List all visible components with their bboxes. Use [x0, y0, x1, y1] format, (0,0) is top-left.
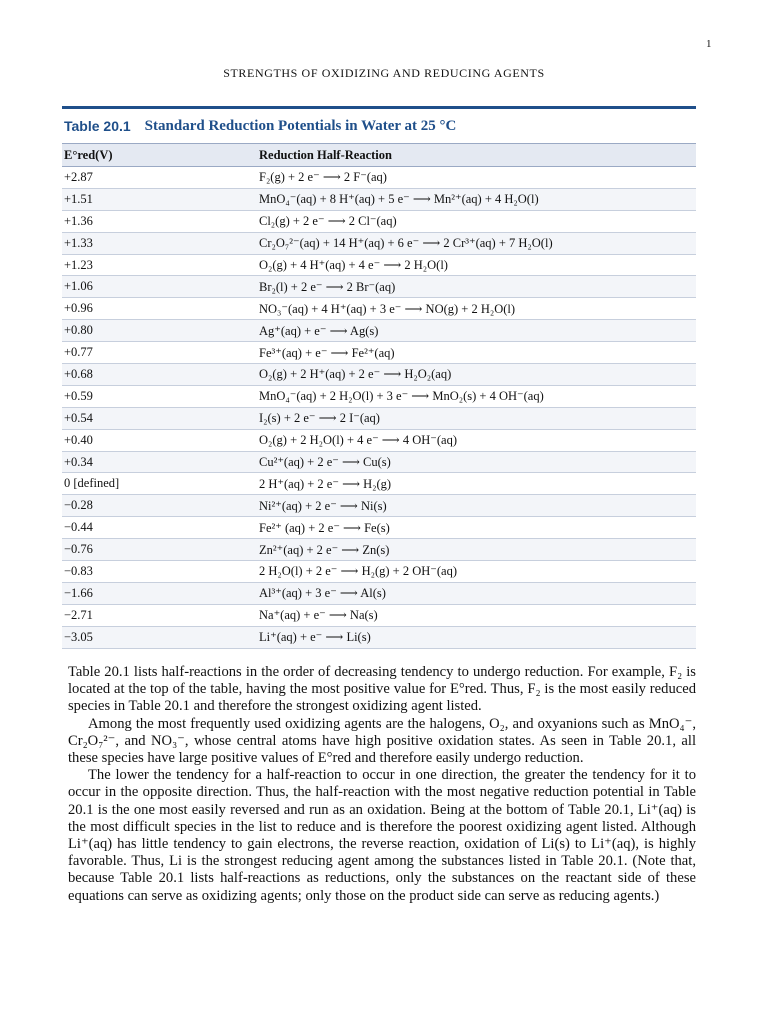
potential-cell: −0.83 — [64, 563, 93, 578]
potential-cell: 0 [defined] — [64, 476, 120, 491]
table-caption — [62, 109, 696, 143]
table-row — [62, 364, 696, 386]
reaction-cell: 2 H⁺(aq) + 2 e⁻ ⟶ H₂(g) — [259, 476, 392, 491]
reaction-cell: Ni²⁺(aq) + 2 e⁻ ⟶ Ni(s) — [259, 498, 387, 513]
potential-cell: +0.77 — [64, 345, 93, 360]
potential-cell: −1.66 — [64, 585, 93, 600]
potential-cell: +0.40 — [64, 432, 93, 447]
page-number: 1 — [706, 38, 712, 50]
table-row — [62, 583, 696, 605]
reaction-cell: NO₃⁻(aq) + 4 H⁺(aq) + 3 e⁻ ⟶ NO(g) + 2 H₂O(l) — [259, 301, 516, 316]
potential-cell: −0.28 — [64, 498, 93, 513]
table-row — [62, 495, 696, 517]
reaction-cell: Fe³⁺(aq) + e⁻ ⟶ Fe²⁺(aq) — [259, 345, 395, 360]
reaction-cell: F₂(g) + 2 e⁻ ⟶ 2 F⁻(aq) — [259, 170, 387, 185]
body-text — [68, 664, 696, 905]
reaction-cell: Li⁺(aq) + e⁻ ⟶ Li(s) — [259, 630, 371, 645]
reaction-cell: O₂(g) + 4 H⁺(aq) + 4 e⁻ ⟶ 2 H₂O(l) — [259, 258, 448, 272]
potential-cell: +2.87 — [64, 169, 93, 184]
reaction-cell: O₂(g) + 2 H⁺(aq) + 2 e⁻ ⟶ H₂O₂(aq) — [259, 367, 452, 382]
reduction-potentials-table — [62, 106, 696, 649]
paragraph: Among the most frequently used oxidizing agents are the halogens, O₂, and oxyanions such as MnO₄⁻, Cr₂O₇²⁻, and NO₃⁻, whose central atoms have high positive oxidation states. As seen in Table 20.1, all these species have large positive values of E°red and therefore easily undergo reduction. — [68, 715, 696, 767]
table-row — [62, 255, 696, 277]
potential-cell: −0.44 — [64, 520, 93, 535]
table-row — [62, 298, 696, 320]
potential-cell: −3.05 — [64, 629, 93, 644]
potential-cell: +1.06 — [64, 279, 93, 294]
table-row — [62, 561, 696, 583]
reaction-cell: Na⁺(aq) + e⁻ ⟶ Na(s) — [259, 608, 378, 623]
table-row — [62, 167, 696, 189]
reaction-cell: Cl₂(g) + 2 e⁻ ⟶ 2 Cl⁻(aq) — [259, 214, 397, 229]
reaction-cell: MnO₄⁻(aq) + 8 H⁺(aq) + 5 e⁻ ⟶ Mn²⁺(aq) + 4 H₂O(l) — [259, 192, 539, 207]
table-row — [62, 452, 696, 474]
reaction-cell: I₂(s) + 2 e⁻ ⟶ 2 I⁻(aq) — [259, 411, 380, 426]
reaction-cell: O₂(g) + 2 H₂O(l) + 4 e⁻ ⟶ 4 OH⁻(aq) — [259, 433, 457, 448]
reaction-cell: Cu²⁺(aq) + 2 e⁻ ⟶ Cu(s) — [259, 455, 391, 470]
table-row — [62, 189, 696, 211]
table-row — [62, 539, 696, 561]
table-row — [62, 517, 696, 539]
table-row — [62, 430, 696, 452]
table-body — [62, 167, 696, 649]
table-row — [62, 627, 696, 649]
reaction-cell: Br₂(l) + 2 e⁻ ⟶ 2 Br⁻(aq) — [259, 279, 396, 294]
potential-cell: +0.68 — [64, 366, 93, 381]
potential-cell: +1.23 — [64, 257, 93, 272]
potential-cell: −0.76 — [64, 542, 93, 557]
potential-cell: +0.96 — [64, 301, 93, 316]
table-row — [62, 605, 696, 627]
paragraph: The lower the tendency for a half-reaction to occur in one direction, the greater the tendency for it to occur in the opposite direction. Thus, the half-reaction with the most negative reduction potential in Table 20.1 is the one most easily reversed and run as an oxidation. Being at the bottom of Table 20.1, Li⁺(aq) is the most difficult species in the list to reduce and is therefore the poorest oxidizing agent listed. Although Li⁺(aq) has little tendency to gain electrons, the reverse reaction, oxidation of Li(s) to Li⁺(aq), is highly favorable. Thus, Li is the strongest reducing agent among the substances listed in Table 20.1. (Note that, because Table 20.1 lists half-reactions as reductions, only the substances on the reactant side of these equations can serve as oxidizing agents; only those on the product side can serve as reducing agents.) — [68, 767, 696, 904]
potential-cell: +1.36 — [64, 213, 93, 228]
paragraph: Table 20.1 lists half-reactions in the order of decreasing tendency to undergo reduction. For example, F₂ is located at the top of the table, having the most positive value for E°red. Thus, F₂ is the most easily reduced species in Table 20.1 and therefore the strongest oxidizing agent listed. — [68, 664, 696, 715]
reaction-cell: MnO₄⁻(aq) + 2 H₂O(l) + 3 e⁻ ⟶ MnO₂(s) + 4 OH⁻(aq) — [259, 389, 544, 404]
table-row — [62, 233, 696, 255]
potential-cell: +0.34 — [64, 454, 93, 469]
table-row — [62, 408, 696, 430]
table-number: Table 20.1 — [64, 118, 131, 134]
table-header-row — [62, 143, 696, 167]
page-heading: STRENGTHS OF OXIDIZING AND REDUCING AGENTS — [223, 66, 545, 80]
table-row — [62, 342, 696, 364]
potential-cell: +0.54 — [64, 410, 93, 425]
table-row — [62, 276, 696, 298]
potential-cell: +0.80 — [64, 323, 93, 338]
potential-cell: +0.59 — [64, 388, 93, 403]
header-reaction: Reduction Half-Reaction — [259, 147, 392, 162]
potential-cell: −2.71 — [64, 607, 93, 622]
table-row — [62, 320, 696, 342]
reaction-cell: Ag⁺(aq) + e⁻ ⟶ Ag(s) — [259, 323, 379, 338]
potential-cell: +1.33 — [64, 235, 93, 250]
table-title: Standard Reduction Potentials in Water at 25 °C — [144, 117, 457, 134]
table-row — [62, 473, 696, 495]
table-row — [62, 386, 696, 408]
reaction-cell: Al³⁺(aq) + 3 e⁻ ⟶ Al(s) — [259, 586, 386, 601]
header-potential: E°red(V) — [64, 147, 113, 162]
reaction-cell: Fe²⁺ (aq) + 2 e⁻ ⟶ Fe(s) — [259, 520, 390, 535]
potential-cell: +1.51 — [64, 191, 93, 206]
reaction-cell: Zn²⁺(aq) + 2 e⁻ ⟶ Zn(s) — [259, 542, 390, 557]
table-row — [62, 211, 696, 233]
reaction-cell: Cr₂O₇²⁻(aq) + 14 H⁺(aq) + 6 e⁻ ⟶ 2 Cr³⁺(aq) + 7 H₂O(l) — [259, 236, 553, 251]
reaction-cell: 2 H₂O(l) + 2 e⁻ ⟶ H₂(g) + 2 OH⁻(aq) — [259, 564, 457, 579]
